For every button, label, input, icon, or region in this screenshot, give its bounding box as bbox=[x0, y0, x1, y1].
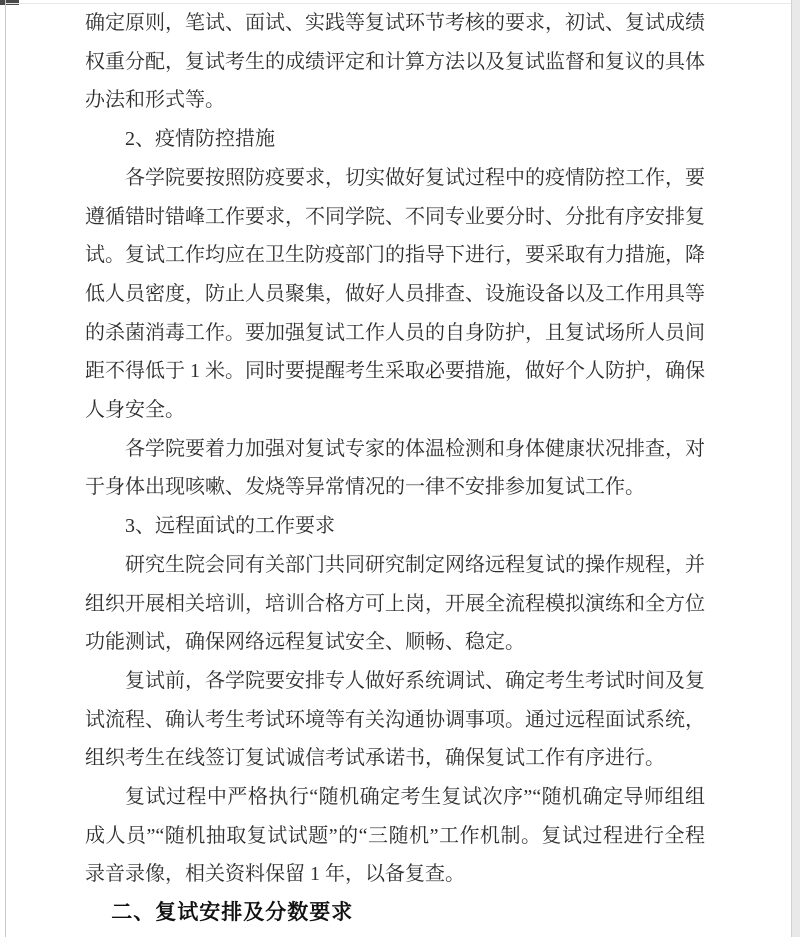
scan-artifact-right-edge-line bbox=[791, 0, 792, 937]
scan-artifact-right-edge-strip bbox=[792, 0, 800, 937]
subheading-epidemic-prevention-measures: 2、疫情防控措施 bbox=[125, 128, 275, 151]
paragraph-pre-exam-system-preparation: 复试前，各学院要安排专人做好系统调试、确定考生考试时间及复试流程、确认考生考试环境等有关沟通协调事项。通过远程面试系统，组织考生在线签订复试诚信考试承诺书，确保复试工作有序进行。 bbox=[85, 669, 705, 770]
paragraph-scoring-principles-continuation: 确定原则，笔试、面试、实践等复试环节考核的要求，初试、复试成绩权重分配，复试考生的成绩评定和计算方法以及复试监督和复议的具体办法和形式等。 bbox=[85, 12, 705, 112]
document-body bbox=[85, 4, 705, 933]
section-heading-arrangements-and-score-requirements: 二、复试安排及分数要求 bbox=[111, 901, 354, 925]
subheading-remote-interview-requirements: 3、远程面试的工作要求 bbox=[125, 515, 335, 538]
paragraph-epidemic-prevention-requirements: 各学院要按照防疫要求，切实做好复试过程中的疫情防控工作，要遵循错时错峰工作要求，不同学院、不同专业要分时、分批有序安排复试。复试工作均应在卫生防疫部门的指导下进行，要采取有力措施，降低人员密度，防止人员聚集，做好人员排查、设施设备以及工作用具等的杀菌消毒工作。要加强复试工作人员的自身防护，且复试场所人员间距不得低于 1 米。同时要提醒考生采取必要措施，做好个人防护，确保人身安全。 bbox=[85, 166, 705, 422]
paragraph-remote-interview-procedures: 研究生院会同有关部门共同研究制定网络远程复试的操作规程，并组织开展相关培训，培训合格方可上岗，开展全流程模拟演练和全方位功能测试，确保网络远程复试安全、顺畅、稳定。 bbox=[85, 553, 705, 654]
paragraph-three-random-mechanism: 复试过程中严格执行“随机确定考生复试次序”“随机确定导师组组成人员”“随机抽取复试试题”的“三随机”工作机制。复试过程进行全程录音录像，相关资料保留 1 年，以备复查。 bbox=[85, 786, 705, 886]
scan-artifact-left-edge-line bbox=[5, 0, 6, 937]
paragraph-expert-health-screening: 各学院要着力加强对复试专家的体温检测和身体健康状况排查，对于身体出现咳嗽、发烧等异常情况的一律不安排参加复试工作。 bbox=[85, 437, 705, 499]
